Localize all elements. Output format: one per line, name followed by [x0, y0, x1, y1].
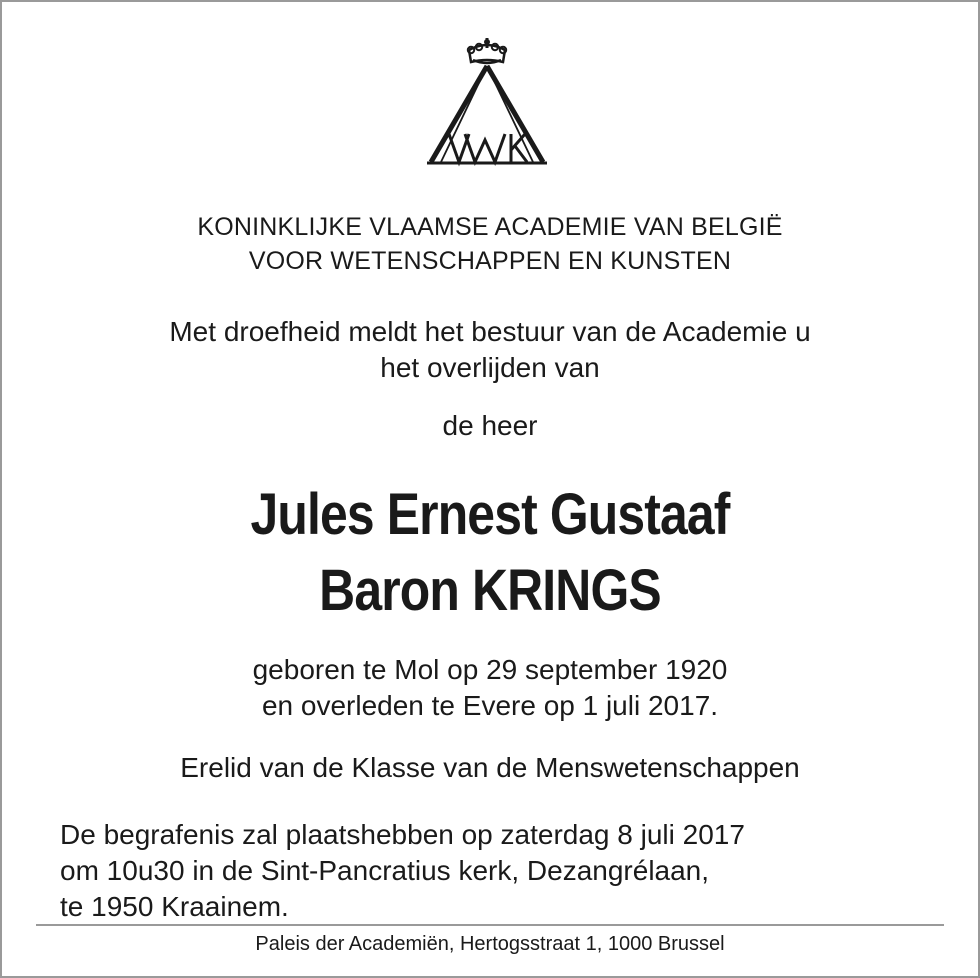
academy-logo [425, 36, 549, 168]
kvab-crown-triangle-logo-icon [425, 36, 549, 168]
salutation: de heer [442, 410, 538, 441]
funeral-line2: om 10u30 in de Sint-Pancratius kerk, Dezangrélaan, [60, 855, 710, 886]
death-info: en overleden te Evere op 1 juli 2017. [261, 690, 719, 721]
footer-divider [36, 924, 944, 926]
announcement-line1: Met droefheid meldt het bestuur van de Academie u [169, 316, 811, 347]
deceased-name-line1: Jules Ernest Gustaaf [250, 482, 730, 547]
birth-info: geboren te Mol op 29 september 1920 [252, 654, 728, 685]
academy-name-line2: VOOR WETENSCHAPPEN EN KUNSTEN [248, 247, 732, 275]
academy-name-line1: KONINKLIJKE VLAAMSE ACADEMIE VAN BELGIË [197, 213, 783, 241]
deceased-name-line2: Baron KRINGS [319, 558, 661, 623]
announcement-line2: het overlijden van [380, 352, 600, 383]
honorary-membership: Erelid van de Klasse van de Menswetenschappen [180, 752, 800, 783]
footer-address: Paleis der Academiën, Hertogsstraat 1, 1000 Brussel [255, 933, 725, 955]
funeral-line1: De begrafenis zal plaatshebben op zaterdag 8 juli 2017 [60, 819, 745, 850]
funeral-line3: te 1950 Kraainem. [60, 891, 289, 922]
